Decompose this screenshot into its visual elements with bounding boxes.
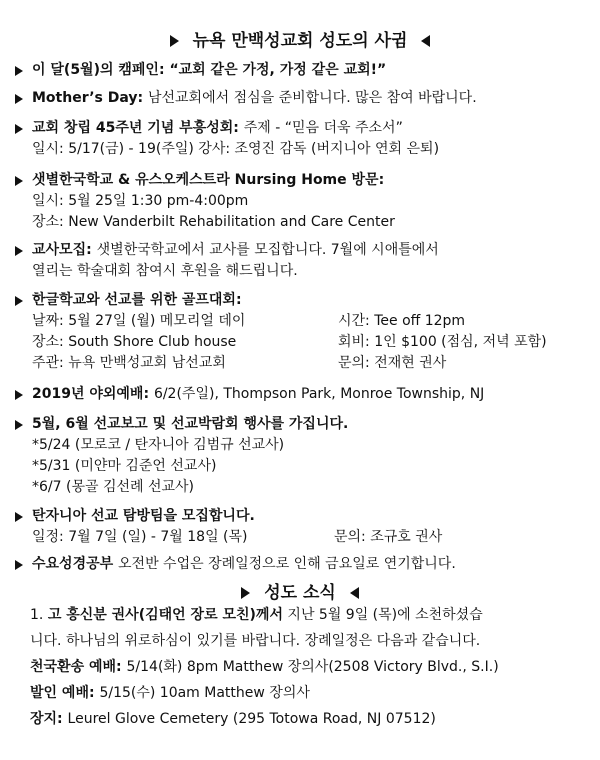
nursing-place: 장소: New Vanderbilt Rehabilitation and Care Center [32,214,395,230]
campaign-text: “교회 같은 가정, 가정 같은 교회!” [169,62,387,78]
campaign-label: 이 달(5월)의 캠페인: [32,62,170,78]
tanzania-contact: 문의: 조규호 권사 [334,529,443,545]
burial-label: 장지: [30,711,68,727]
golf-place: 장소: South Shore Club house [32,334,237,350]
revival-label: 교회 창립 45주년 기념 부흥성회: [32,120,244,136]
mission-label: 5월, 6월 선교보고 및 선교박람회 행사를 가집니다. [32,416,349,432]
item-nursing-home [32,170,590,233]
burial-text: Leurel Glove Cemetery (295 Totowa Road, NJ 07512) [67,711,436,727]
item-tanzania-team [32,506,590,548]
revival-schedule: 일시: 5/17(금) - 19(주일) 강사: 조영진 감독 (버지니아 연회 은퇴) [32,141,440,157]
section-header-fellowship [0,26,600,51]
tanzania-label: 탄자니아 선교 탐방팀을 모집합니다. [32,508,255,524]
item-campaign [32,60,590,81]
outdoor-text: 6/2(주일), Thompson Park, Monroe Township, NJ [153,386,485,402]
item-teachers [32,240,590,282]
triangle-left-icon [421,35,430,47]
service1-text: 5/14(화) 8pm Matthew 장의사(2508 Victory Blvd., S.I.) [126,659,499,675]
golf-fee: 회비: 1인 $100 (점심, 저녁 포함) [338,334,547,350]
item-mission-report [32,414,590,498]
bullet-icon [15,94,23,104]
item-outdoor-worship [32,384,590,405]
teachers-line2: 열리는 학술대회 참여시 후원을 해드립니다. [32,263,298,279]
teachers-text: 샛별한국학교에서 교사를 모집합니다. 7월에 시애틀에서 [96,242,439,258]
nursing-label: 샛별한국학교 & 유스오케스트라 Nursing Home 방문: [32,172,385,188]
wednesday-text: 오전반 수업은 장례일정으로 인해 금요일로 연기합니다. [118,556,456,572]
bullet-icon [15,124,23,134]
bullet-icon [15,560,23,570]
mission-line-2: *5/31 (미얀마 김준언 선교사) [32,458,217,474]
section-header-news [0,578,600,603]
service2-label: 발인 예배: [30,685,100,701]
news-p1-bold: 고 홍신분 권사(김태언 장로 모친)께서 [47,607,283,623]
news-body [30,604,588,731]
bullet-icon [15,420,23,430]
tanzania-schedule: 일정: 7월 7일 (일) - 7월 18일 (목) [32,529,248,545]
mission-line-1: *5/24 (모로코 / 탄자니아 김범규 선교사) [32,437,285,453]
golf-date: 날짜: 5월 27일 (월) 메모리얼 데이 [32,313,246,329]
triangle-right-icon [241,587,250,599]
wednesday-label: 수요성경공부 [32,556,119,572]
news-p1-line2: 니다. 하나님의 위로하심이 있기를 바랍니다. 장례일정은 다음과 같습니다. [30,633,481,649]
triangle-left-icon [350,587,359,599]
mothers-day-label: Mother’s Day: [32,90,148,106]
mothers-day-text: 남선교회에서 점심을 준비합니다. 많은 참여 바랍니다. [147,90,477,106]
news-p1-prefix: 1. [30,607,48,623]
item-golf [32,290,590,374]
bullet-icon [15,296,23,306]
item-wednesday-study [32,554,590,575]
item-mothers-day [32,88,590,109]
teachers-label: 교사모집: [32,242,97,258]
nursing-time: 일시: 5월 25일 1:30 pm-4:00pm [32,193,249,209]
bullet-icon [15,176,23,186]
bullet-icon [15,512,23,522]
outdoor-label: 2019년 야외예배: [32,386,154,402]
golf-contact: 문의: 전재현 권사 [338,355,447,371]
golf-label: 한글학교와 선교를 위한 골프대회: [32,292,242,308]
golf-host: 주관: 뉴욕 만백성교회 남선교회 [32,355,226,371]
section-title: 뉴욕 만백성교회 성도의 사귐 [192,31,408,51]
mission-line-3: *6/7 (몽골 김선례 선교사) [32,479,194,495]
bullet-icon [15,66,23,76]
service1-label: 천국환송 예배: [30,659,127,675]
bullet-icon [15,390,23,400]
revival-theme: 주제 - “믿음 더욱 주소서” [243,120,403,136]
triangle-right-icon [170,35,179,47]
bullet-icon [15,246,23,256]
item-revival [32,118,590,160]
service2-text: 5/15(수) 10am Matthew 장의사 [99,685,310,701]
golf-time: 시간: Tee off 12pm [338,313,466,329]
news-title: 성도 소식 [264,583,336,603]
news-p1-rest: 지난 5월 9일 (목)에 소천하셨습 [282,607,483,623]
